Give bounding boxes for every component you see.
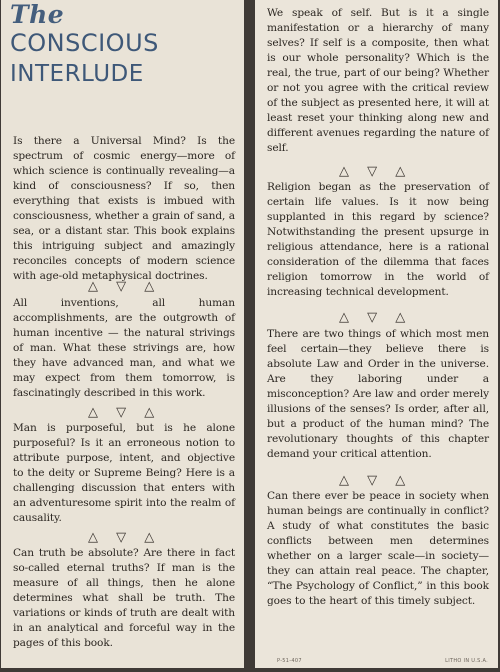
- title-the: The: [10, 0, 65, 29]
- left-paragraph-2: All inventions, all human accomplishments, are the outgrowth of human incentive — the natural strivings of man. What these strivings are, how they have advanced man, and what we may expect from them tomorrow, is fascinatingly described in this work.: [13, 297, 235, 399]
- right-paragraph-1: We speak of self. But is it a single manifestation or a hierarchy of many selves? If self is a composite, then what is our whole personality? Which is the real, the true, part of our being? Whether or not you agree with the critical review of the subject as presented here, it will at least reset your thinking along new and different avenues regarding the nature of self.: [267, 7, 489, 154]
- divider-4: △ ▽ △: [339, 164, 413, 179]
- right-page: [255, 0, 498, 668]
- right-paragraph-4: Can there ever be peace in society when human beings are continually in conflict? A study of what constitutes the basic conflicts between men determines whether on a larger scale—in society—they can attain real peace. The chapter, “The Psychology of Conflict,” in this book goes to the heart of this timely subject.: [267, 490, 489, 607]
- divider-6: △ ▽ △: [339, 473, 413, 488]
- right-paragraph-3: There are two things of which most men feel certain—they believe there is absolute Law and Order in the universe. Are they laboring under a misconception? Are law and order merely illusions of the senses? Is order, after all, but a product of the human mind? The revolutionary thoughts of this chapter demand your critical attention.: [267, 328, 489, 460]
- footer-code: P-51-407: [277, 658, 302, 664]
- footer-litho: LITHO IN U.S.A.: [445, 658, 488, 664]
- left-paragraph-1: Is there a Universal Mind? Is the spectrum of cosmic energy—more of which science is continually revealing—a kind of consciousness? If so, then everything that exists is imbued with consciousness, whether a grain of sand, a sea, or a distant star. This book explains this intriguing subject and amazingly reconciles concepts of modern science with age-old metaphysical doctrines.: [13, 135, 235, 282]
- right-paragraph-2: Religion began as the preservation of certain life values. Is it now being supplanted in this regard by science? Notwithstanding the present upsurge in religious attendance, here is a rational consideration of the dilemma that faces religion tomorrow in the world of increasing technical development.: [267, 181, 489, 298]
- left-paragraph-4: Can truth be absolute? Are there in fact so-called eternal truths? If man is the measure of all things, then he alone determines what shall be truth. The variations or kinds of truth are dealt with in an analytical and forceful way in the pages of this book.: [13, 547, 235, 649]
- left-page: [1, 0, 244, 668]
- title-block: [4, 0, 240, 126]
- left-paragraph-3: Man is purposeful, but is he alone purposeful? Is it an erroneous notion to attribute purpose, intent, and objective to the deity or Supreme Being? Here is a challenging discussion that enters with an adventuresome spirit into the realm of causality.: [13, 422, 235, 524]
- divider-2: △ ▽ △: [88, 405, 162, 420]
- divider-1: △ ▽ △: [88, 279, 162, 294]
- title-conscious: CONSCIOUS: [10, 29, 159, 57]
- title-interlude: INTERLUDE: [10, 61, 144, 87]
- divider-5: △ ▽ △: [339, 310, 413, 325]
- divider-3: △ ▽ △: [88, 530, 162, 545]
